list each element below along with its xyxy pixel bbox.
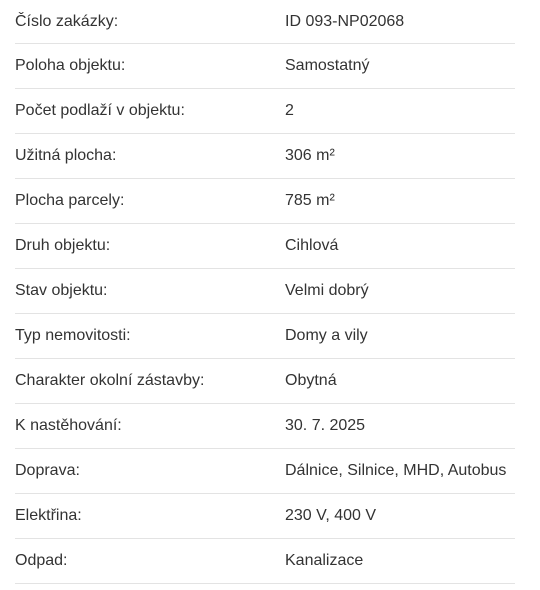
property-row-location <box>15 44 515 89</box>
property-value: Velmi dobrý <box>285 282 369 299</box>
property-value: 30. 7. 2025 <box>285 417 366 434</box>
property-row-building-type <box>15 224 515 269</box>
property-label: Poloha objektu: <box>15 57 126 74</box>
property-value: 785 m² <box>285 192 335 209</box>
property-label: Plocha parcely: <box>15 192 125 209</box>
property-label: Číslo zakázky: <box>15 12 119 30</box>
property-label: Užitná plocha: <box>15 147 117 164</box>
property-label: Stav objektu: <box>15 282 108 299</box>
property-label: Doprava: <box>15 462 80 479</box>
property-value: 306 m² <box>285 147 335 164</box>
property-label: K nastěhování: <box>15 417 122 434</box>
property-value: Cihlová <box>285 237 339 254</box>
property-label: Elektřina: <box>15 507 82 524</box>
property-value: 230 V, 400 V <box>285 507 377 524</box>
property-row-move-in-date <box>15 404 515 449</box>
property-row-floors <box>15 89 515 134</box>
property-label: Charakter okolní zástavby: <box>15 372 205 389</box>
property-row-waste <box>15 539 515 584</box>
property-label: Odpad: <box>15 552 68 569</box>
property-label: Typ nemovitosti: <box>15 327 131 344</box>
property-details-table <box>15 0 515 584</box>
property-value: Dálnice, Silnice, MHD, Autobus <box>285 462 507 479</box>
property-label: Počet podlaží v objektu: <box>15 102 185 119</box>
property-value: Domy a vily <box>285 327 368 344</box>
property-row-order-number <box>15 0 515 44</box>
property-row-plot-area <box>15 179 515 224</box>
property-value: Obytná <box>285 372 337 389</box>
property-value: Kanalizace <box>285 552 364 569</box>
property-row-property-type <box>15 314 515 359</box>
property-row-transport <box>15 449 515 494</box>
property-row-electricity <box>15 494 515 539</box>
property-row-surroundings <box>15 359 515 404</box>
property-value: ID 093-NP02068 <box>285 12 405 30</box>
property-value: 2 <box>285 102 294 119</box>
property-row-condition <box>15 269 515 314</box>
property-value: Samostatný <box>285 57 370 74</box>
property-label: Druh objektu: <box>15 237 111 254</box>
property-row-usable-area <box>15 134 515 179</box>
